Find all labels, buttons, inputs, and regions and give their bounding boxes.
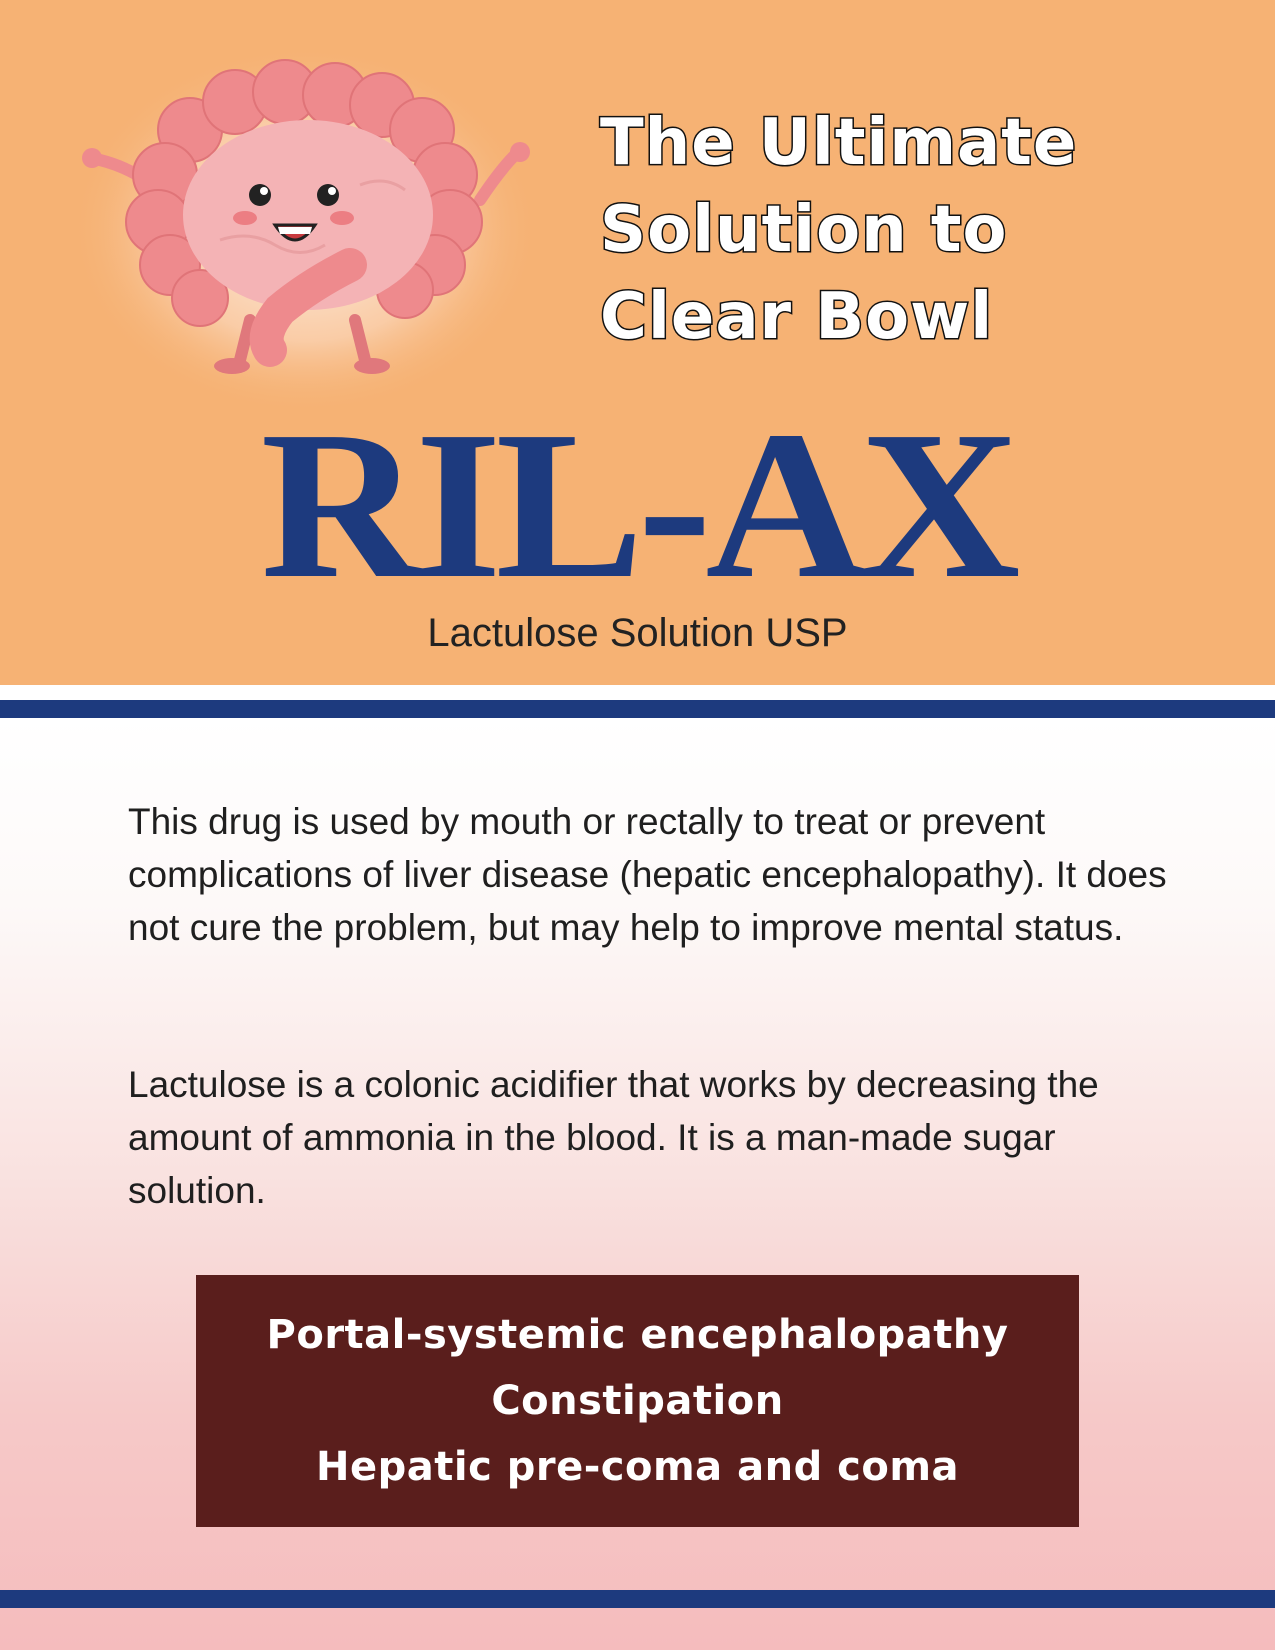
brand-name: RIL-AX xyxy=(260,387,1015,622)
top-divider-stripe xyxy=(0,700,1275,718)
tagline-line: The Ultimate xyxy=(600,106,1078,180)
description-paragraph: This drug is used by mouth or rectally to treat or prevent complications of liver disease (hepatic encephalopathy). It does not cure the problem, but may help to improve mental status. xyxy=(128,801,1167,948)
indication-item: Constipation xyxy=(491,1378,784,1424)
description-paragraph: Lactulose is a colonic acidifier that works by decreasing the amount of ammonia in the blood. It is a man-made sugar solution. xyxy=(128,1064,1099,1211)
tagline-line: Solution to xyxy=(600,193,1008,267)
tagline xyxy=(600,100,1240,361)
hero-banner xyxy=(0,0,1275,685)
indications-box xyxy=(196,1275,1079,1527)
indication-item: Hepatic pre-coma and coma xyxy=(316,1444,959,1490)
indication-item: Portal-systemic encephalopathy xyxy=(266,1312,1009,1358)
tagline-line: Clear Bowl xyxy=(600,280,994,354)
smiling-intestine-mascot-icon xyxy=(60,50,560,410)
generic-name: Lactulose Solution USP xyxy=(427,611,848,655)
bottom-divider-stripe xyxy=(0,1590,1275,1608)
